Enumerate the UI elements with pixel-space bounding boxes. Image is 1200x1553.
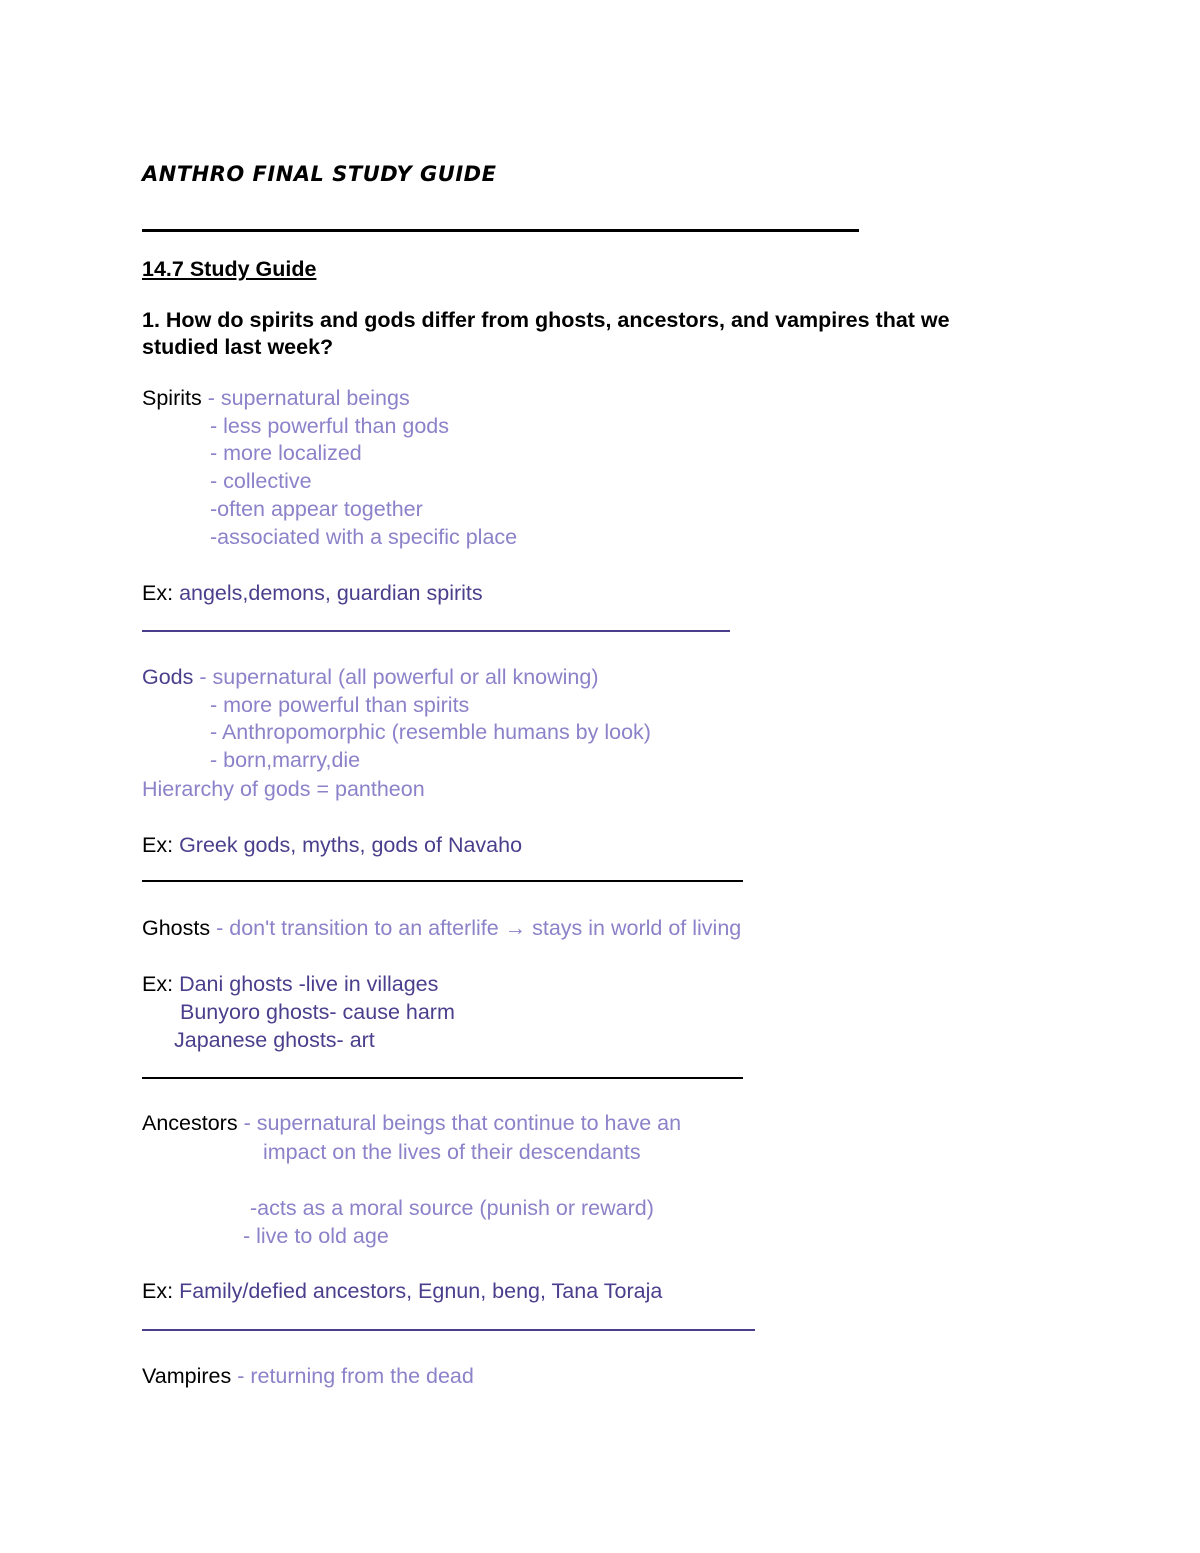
example-text: Japanese ghosts- art xyxy=(174,1028,375,1052)
gods-hierarchy: Hierarchy of gods = pantheon xyxy=(142,777,425,801)
spirits-detail: - more localized xyxy=(210,441,362,465)
section-heading: 14.7 Study Guide xyxy=(142,257,317,281)
spirits-term: Spirits xyxy=(142,386,202,410)
gods-detail: - born,marry,die xyxy=(210,748,361,772)
ghosts-definition: - don't transition to an afterlife → stays in world of living xyxy=(216,916,742,940)
example-label: Ex: xyxy=(142,972,174,996)
spirits-example xyxy=(142,579,483,607)
spirits-detail: - collective xyxy=(210,469,312,493)
gods-example xyxy=(142,831,522,859)
example-text: Family/defied ancestors, Egnun, beng, Tana Toraja xyxy=(179,1279,663,1303)
gods-definition: - supernatural (all powerful or all knowing) xyxy=(199,665,599,689)
example-label: Ex: xyxy=(142,1279,174,1303)
section-divider xyxy=(142,630,730,632)
vampires-term: Vampires xyxy=(142,1364,232,1388)
example-label: Ex: xyxy=(142,833,174,857)
page-title: ANTHRO FINAL STUDY GUIDE xyxy=(142,162,497,186)
ancestors-term: Ancestors xyxy=(142,1111,238,1135)
ghosts-example xyxy=(142,970,438,998)
section-divider xyxy=(142,1077,743,1079)
question-line-2: studied last week? xyxy=(142,335,334,359)
example-text: Greek gods, myths, gods of Navaho xyxy=(179,833,523,857)
section-divider xyxy=(142,880,743,882)
spirits-detail: -often appear together xyxy=(210,497,423,521)
spirits-detail: -associated with a specific place xyxy=(210,525,518,549)
question-line-1: 1. How do spirits and gods differ from ghosts, ancestors, and vampires that we xyxy=(142,308,950,332)
ancestors-detail: impact on the lives of their descendants xyxy=(263,1140,641,1164)
ancestors-detail: - live to old age xyxy=(243,1224,389,1248)
example-label: Ex: xyxy=(142,581,174,605)
gods-term: Gods xyxy=(142,665,194,689)
example-text: angels,demons, guardian spirits xyxy=(179,581,483,605)
ancestors-detail: -acts as a moral source (punish or reward) xyxy=(250,1196,654,1220)
spirits-definition: - supernatural beings xyxy=(207,386,410,410)
spirits-detail: - less powerful than gods xyxy=(210,414,450,438)
ghosts-term: Ghosts xyxy=(142,916,211,940)
spirits-line xyxy=(142,384,410,412)
gods-detail: - Anthropomorphic (resemble humans by look) xyxy=(210,720,651,744)
ancestors-line xyxy=(142,1109,681,1137)
gods-detail: - more powerful than spirits xyxy=(210,693,470,717)
ancestors-example xyxy=(142,1277,662,1305)
ancestors-definition: - supernatural beings that continue to have an xyxy=(243,1111,682,1135)
example-text: Bunyoro ghosts- cause harm xyxy=(180,1000,455,1024)
section-divider xyxy=(142,1329,755,1331)
vampires-definition: - returning from the dead xyxy=(237,1364,474,1388)
example-text: Dani ghosts -live in villages xyxy=(179,972,439,996)
ghosts-line xyxy=(142,914,741,942)
title-divider xyxy=(142,229,859,232)
gods-line xyxy=(142,663,599,691)
vampires-line xyxy=(142,1362,474,1390)
